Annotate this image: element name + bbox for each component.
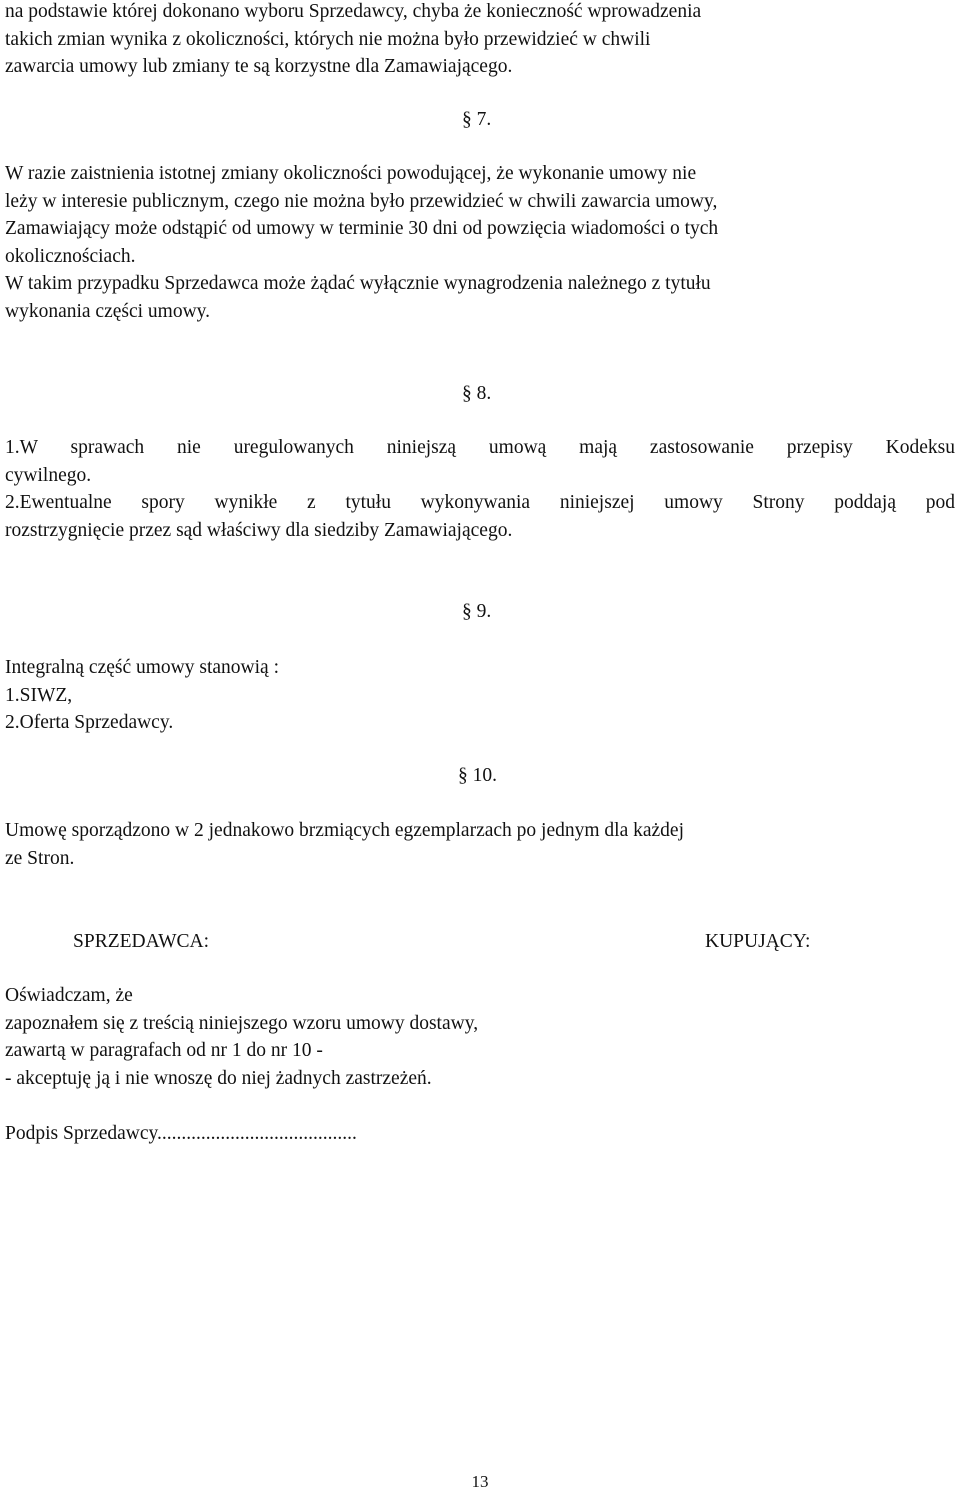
section-7-heading: § 7. [462, 109, 492, 130]
seller-signature-label: SPRZEDAWCA: [73, 931, 210, 952]
section-9-line: 2.Oferta Sprzedawcy. [5, 712, 174, 733]
section-7-line: Zamawiający może odstąpić od umowy w terminie 30 dni od powzięcia wiadomości o tych [5, 218, 719, 239]
section-7-body [5, 160, 718, 325]
section-8-item-1-line: cywilnego. [5, 464, 92, 486]
section-7-line: W takim przypadku Sprzedawca może żądać wyłącznie wynagrodzenia należnego z tytułu [5, 273, 711, 294]
page-number: 13 [471, 1472, 489, 1491]
declaration-block [5, 982, 478, 1092]
buyer-signature-label: KUPUJĄCY: [705, 931, 811, 952]
section-7-line: W razie zaistnienia istotnej zmiany okoliczności powodującej, że wykonanie umowy nie [5, 163, 697, 184]
section-8-item-2-line: 2.Ewentualne spory wynikłe z tytułu wykonywania niniejszej umowy Strony poddają pod [5, 492, 955, 513]
section-10-line: Umowę sporządzono w 2 jednakowo brzmiących egzemplarzach po jednym dla każdej [5, 820, 684, 841]
section-8-heading: § 8. [462, 383, 492, 404]
section-10-line: ze Stron. [5, 847, 75, 869]
intro-line: na podstawie której dokonano wyboru Sprzedawcy, chyba że konieczność wprowadzenia [5, 1, 702, 22]
section-8-item-1-line: 1.W sprawach nie uregulowanych niniejszą umową mają zastosowanie przepisy Kodeksu [5, 437, 955, 458]
seller-signature-line: Podpis Sprzedawcy......................................... [5, 1123, 357, 1144]
section-10-body [5, 817, 684, 872]
section-8-item-2 [5, 489, 955, 544]
section-8-item-1 [5, 434, 955, 489]
declaration-line: - akceptuję ją i nie wnoszę do niej żadnych zastrzeżeń. [5, 1067, 432, 1089]
section-8-item-2-line: rozstrzygnięcie przez sąd właściwy dla siedziby Zamawiającego. [5, 519, 513, 541]
section-7-line: okolicznościach. [5, 245, 136, 267]
declaration-line: zapoznałem się z treścią niniejszego wzoru umowy dostawy, [5, 1012, 479, 1034]
intro-line: zawarcia umowy lub zmiany te są korzystne dla Zamawiającego. [5, 56, 513, 77]
section-9-heading: § 9. [462, 601, 492, 622]
declaration-line: zawartą w paragrafach od nr 1 do nr 10 - [5, 1040, 323, 1061]
section-9-body [5, 654, 279, 737]
section-9-line: 1.SIWZ, [5, 684, 73, 706]
section-7-line: wykonania części umowy. [5, 300, 211, 322]
declaration-line: Oświadczam, że [5, 985, 133, 1006]
section-10-heading: § 10. [458, 765, 497, 786]
section-7-line: leży w interesie publicznym, czego nie można było przewidzieć w chwili zawarcia umowy, [5, 190, 718, 212]
intro-line: takich zmian wynika z okoliczności, których nie można było przewidzieć w chwili [5, 28, 651, 50]
intro-paragraph [5, 0, 701, 81]
section-9-line: Integralną część umowy stanowią : [5, 657, 279, 678]
